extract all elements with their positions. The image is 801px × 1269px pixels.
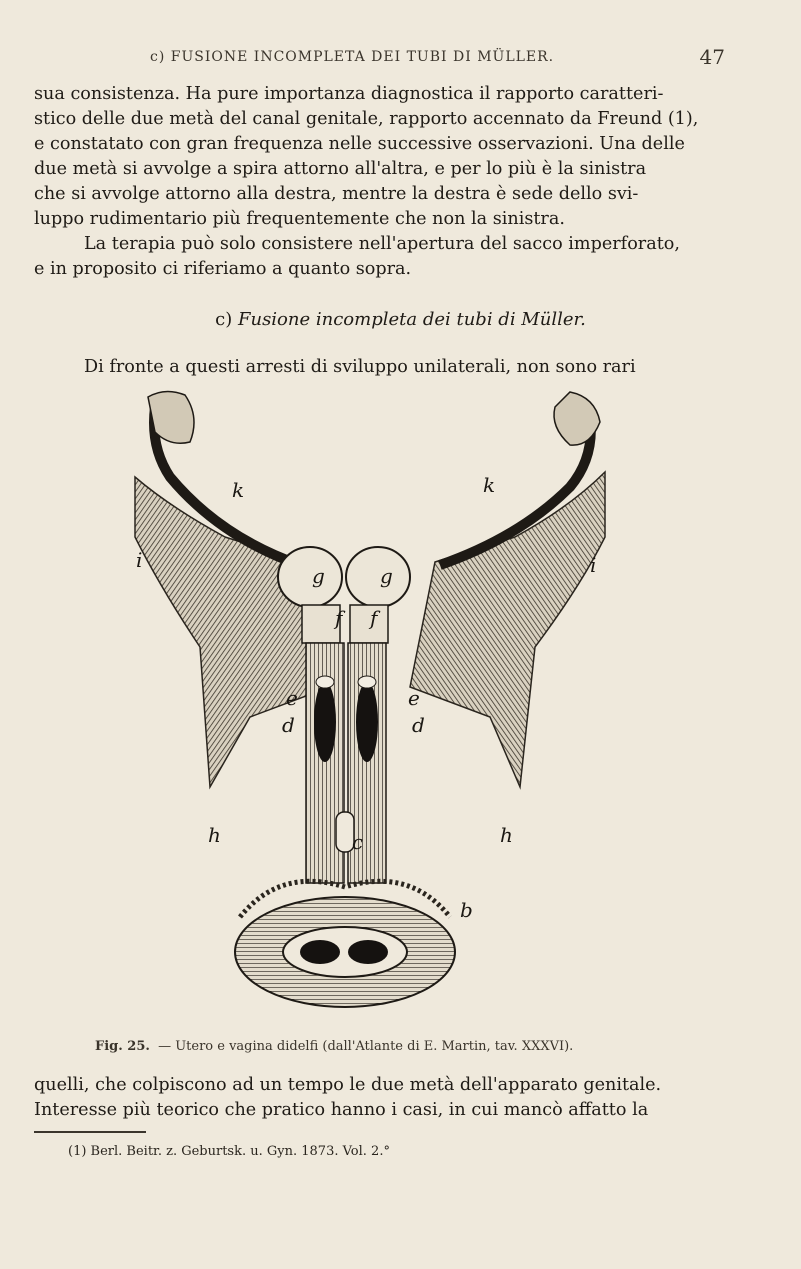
label-k-left: k — [232, 478, 245, 502]
left-cavity — [314, 682, 336, 762]
right-cavity — [356, 682, 378, 762]
right-uterine-horn — [346, 547, 410, 607]
label-b: b — [460, 898, 473, 922]
text-line: Di fronte a questi arresti di sviluppo unilaterali, non sono rari — [84, 357, 636, 377]
caption-text: — Utero e vagina didelfi (dall'Atlante di E. Martin, tav. XXXVI). — [158, 1039, 574, 1054]
label-g-right: g — [380, 564, 393, 588]
section-heading — [0, 309, 801, 330]
anatomical-figure — [130, 387, 610, 1017]
label-d-right: d — [412, 713, 425, 737]
section-title: Fusione incompleta dei tubi di Müller. — [237, 309, 586, 330]
paragraph-after-heading — [34, 355, 760, 380]
text-line: sua consistenza. Ha pure importanza diagnostica il rapporto caratteri- — [34, 84, 664, 104]
label-g-left: g — [312, 564, 325, 588]
uterus-vagina-illustration — [130, 387, 610, 1017]
running-head — [150, 45, 725, 69]
label-e-left: e — [286, 686, 298, 710]
left-ligament — [135, 477, 330, 787]
label-c: c — [352, 830, 364, 854]
paragraph-therapy — [34, 232, 760, 282]
section-prefix: c) — [215, 309, 233, 330]
text-line: che si avvolge attorno alla destra, mentre la destra è sede dello svi- — [34, 184, 639, 204]
paragraph-bottom — [34, 1073, 760, 1123]
text-line: stico delle due metà del canal genitale, rapporto accennato da Freund (1), — [34, 109, 699, 129]
text-line: quelli, che colpiscono ad un tempo le due metà dell'apparato genitale. — [34, 1075, 662, 1095]
text-line: La terapia può solo consistere nell'apertura del sacco imperforato, — [84, 234, 680, 254]
right-opening — [348, 940, 388, 964]
running-head-title: c) FUSIONE INCOMPLETA DEI TUBI DI MÜLLER. — [150, 49, 555, 65]
left-opening — [300, 940, 340, 964]
label-h-left: h — [208, 823, 221, 847]
figure-caption — [95, 1039, 735, 1054]
text-line: due metà si avvolge a spira attorno all'altra, e per lo più è la sinistra — [34, 159, 647, 179]
label-f-left: f — [335, 606, 343, 630]
footnote-rule — [34, 1131, 146, 1133]
label-d-left: d — [282, 713, 295, 737]
text-line: Interesse più teorico che pratico hanno i casi, in cui mancò affatto la — [34, 1100, 649, 1120]
footnote: (1) Berl. Beitr. z. Geburtsk. u. Gyn. 1873. Vol. 2.° — [68, 1144, 390, 1159]
label-i-left: i — [136, 548, 143, 572]
left-uterine-horn — [278, 547, 342, 607]
figure-number: Fig. 25. — [95, 1039, 150, 1054]
page-number: 47 — [699, 45, 725, 69]
paragraph-top — [34, 82, 760, 232]
left-os — [316, 676, 334, 688]
label-h-right: h — [500, 823, 513, 847]
text-line: e constatato con gran frequenza nelle successive osservazioni. Una delle — [34, 134, 685, 154]
label-e-right: e — [408, 686, 420, 710]
right-os — [358, 676, 376, 688]
text-line: luppo rudimentario più frequentemente che non la sinistra. — [34, 209, 565, 229]
text-line: e in proposito ci riferiamo a quanto sopra. — [34, 259, 412, 279]
label-i-right: i — [590, 553, 597, 577]
right-cervix — [350, 605, 388, 643]
label-k-right: k — [483, 473, 496, 497]
label-f-right: f — [370, 606, 378, 630]
right-ligament — [410, 472, 605, 787]
